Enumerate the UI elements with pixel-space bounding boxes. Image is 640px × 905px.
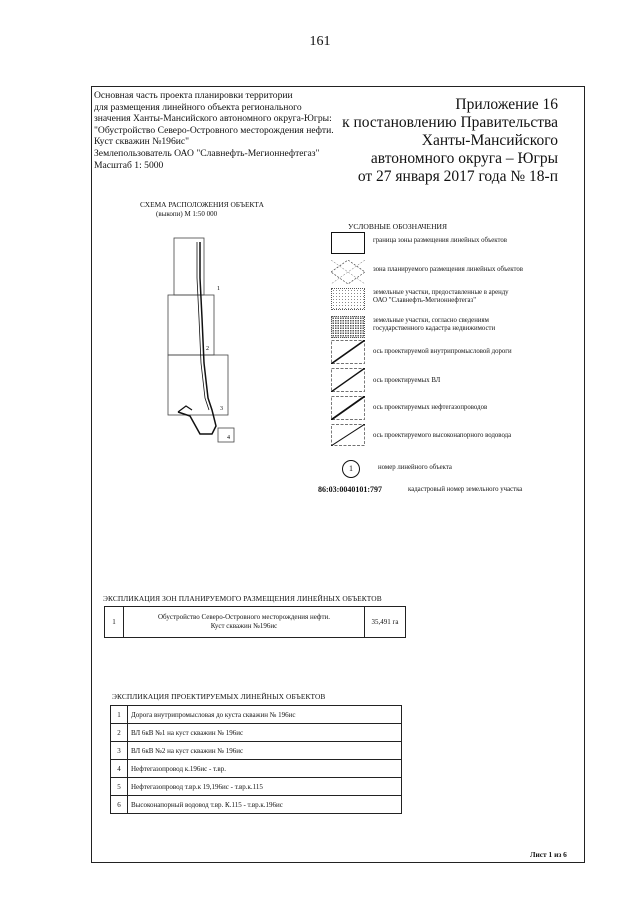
project-description-line: Куст скважин №196ис" [94, 136, 190, 148]
object-name: Высоконапорный водовод т.вр. К.115 - т.вр.к.196ис [128, 796, 402, 814]
object-name: ВЛ 6кВ №1 на куст скважин № 196ис [128, 724, 402, 742]
table-row [111, 760, 402, 778]
legend-label: ось проектируемого высоконапорного водовода [373, 432, 512, 439]
row-number: 2 [111, 724, 128, 742]
row-number: 4 [111, 760, 128, 778]
project-description-line: "Обустройство Северо-Островного месторождения нефти. [94, 124, 334, 136]
scheme-label: 2 [206, 346, 209, 352]
sheet-counter: Лист 1 из 6 [530, 850, 567, 859]
object-number-label: номер линейного объекта [378, 464, 452, 471]
scheme-subtitle: (выкопи) М 1:50 000 [156, 210, 218, 218]
row-number: 6 [111, 796, 128, 814]
legend-label: ось проектируемых нефтегазопроводов [373, 404, 488, 411]
scheme-label: 1 [217, 286, 220, 292]
scheme-branch [178, 406, 192, 412]
table-row [111, 778, 402, 796]
legend-label: ось проектируемых ВЛ [373, 377, 441, 384]
object-name: Дорога внутрипромысловая до куста скважин № 196ис [128, 706, 402, 724]
scheme-label: 3 [220, 406, 223, 412]
cadastral-code: 86:03:0040101:797 [318, 485, 382, 494]
location-scheme-map [160, 228, 240, 450]
object-number-symbol: 1 [342, 460, 360, 478]
appendix-line: от 27 января 2017 года № 18-п [357, 168, 558, 185]
zone-boundary-symbol [331, 232, 365, 254]
appendix-line: Ханты-Мансийского [421, 132, 558, 149]
table-row [105, 607, 406, 638]
row-number: 1 [105, 607, 124, 638]
appendix-line: к постановлению Правительства [342, 114, 558, 131]
legend-label: земельные участки, согласно сведениям государственного кадастра недвижимости [373, 317, 496, 332]
legend-label: ось проектируемой внутрипромысловой дороги [373, 348, 512, 355]
scheme-label: 4 [227, 435, 230, 441]
appendix-line: автономного округа – Югры [370, 150, 558, 167]
table-row [111, 706, 402, 724]
row-number: 3 [111, 742, 128, 760]
oil-gas-pipeline-axis-symbol [331, 396, 365, 420]
row-number: 1 [111, 706, 128, 724]
zone-name: Обустройство Северо-Островного месторождения нефти. Куст скважин №196ис [124, 607, 365, 638]
project-description [94, 90, 334, 171]
project-description-line: для размещения линейного объекта регионального [94, 101, 302, 113]
table-row [111, 796, 402, 814]
object-name: ВЛ 6кВ №2 на куст скважин № 196ис [128, 742, 402, 760]
zones-explication-title: ЭКСПЛИКАЦИЯ ЗОН ПЛАНИРУЕМОГО РАЗМЕЩЕНИЯ ЛИНЕЙНЫХ ОБЪЕКТОВ [103, 594, 382, 603]
scale-line: Масштаб 1: 5000 [94, 159, 164, 171]
table-row [111, 724, 402, 742]
planned-zone-symbol [331, 260, 365, 284]
power-line-axis-symbol [331, 368, 365, 392]
road-axis-symbol [331, 340, 365, 364]
appendix-line: Приложение 16 [455, 96, 558, 113]
table-row [111, 742, 402, 760]
object-name: Нефтегазопровод к.196ис - т.вр. [128, 760, 402, 778]
scheme-sheet-4 [218, 428, 234, 442]
legend-title: УСЛОВНЫЕ ОБОЗНАЧЕНИЯ [348, 222, 448, 231]
cadastral-plots-symbol [331, 316, 365, 338]
legend-label: зона планируемого размещения линейных объектов [373, 266, 523, 273]
leased-plots-symbol [331, 288, 365, 310]
page-number: 161 [309, 34, 331, 49]
project-description-line: Основная часть проекта планировки территории [94, 90, 293, 101]
legend-label: граница зоны размещения линейных объектов [373, 237, 507, 244]
legend-label: земельные участки, предоставленные в аренду ОАО "Славнефть-Мегионнефтегаз" [373, 289, 509, 304]
objects-explication-title: ЭКСПЛИКАЦИЯ ПРОЕКТИРУЕМЫХ ЛИНЕЙНЫХ ОБЪЕКТОВ [112, 692, 326, 701]
objects-explication-table [110, 705, 402, 814]
project-description-line: значения Ханты-Мансийского автономного округа-Югры: [94, 113, 332, 125]
water-pipeline-axis-symbol [331, 424, 365, 446]
land-user-line: Землепользователь ОАО "Славнефть-Мегионнефтегаз" [94, 147, 320, 159]
zones-explication-table [104, 606, 406, 638]
object-name: Нефтегазопровод т.вр.к 19,196ис - т.вр.к.115 [128, 778, 402, 796]
scheme-title: СХЕМА РАСПОЛОЖЕНИЯ ОБЪЕКТА [140, 200, 264, 209]
row-number: 5 [111, 778, 128, 796]
appendix-block [342, 96, 558, 186]
cadastral-label: кадастровый номер земельного участка [408, 486, 523, 493]
zone-area: 35,491 га [365, 607, 406, 638]
scheme-sheet-3 [168, 355, 228, 415]
